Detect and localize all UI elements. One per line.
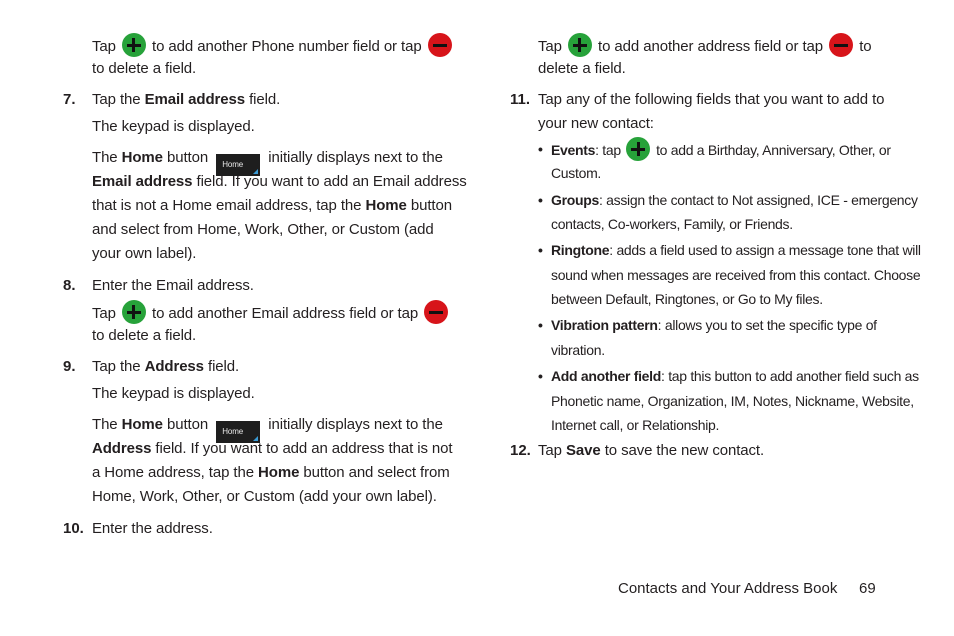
text: Tap [538,38,562,55]
bullet-line [551,188,918,213]
text: Address [144,358,204,375]
text: : adds a field used to assign a message tone that will [609,242,921,258]
bullet-line [551,238,921,263]
text: button [167,149,209,166]
text: : assign the contact to Not assigned, ICE - emergency [598,192,918,208]
step-line [92,355,239,379]
text: Add another field [551,368,662,384]
text: Save [565,442,601,459]
bullet-marker: • [538,141,543,157]
text: initially displays next to the [268,149,443,166]
intro-line [538,33,872,59]
text: a Home address, tap the [92,464,254,481]
step-number: 10. [63,520,84,537]
step-line: The keypad is displayed. [92,118,255,135]
remove-field-icon [424,300,448,324]
text: Tap [92,305,116,322]
bullet-line: Phonetic name, Organization, IM, Notes, Nickname, Website, [551,393,914,409]
page-number: 69 [859,580,876,597]
bullet-line [551,137,891,163]
bullet-line [551,364,919,389]
text: to add another Email address field or tap [152,305,419,322]
intro-line: delete a field. [538,60,626,77]
text: : tap this button to add another field such as [661,368,919,384]
step-line [92,194,452,218]
text: : allows you to set the specific type of [657,317,877,333]
bullet-marker: • [538,192,543,208]
text: field. If you want to add an Email address [196,173,467,190]
intro-line: to delete a field. [92,60,197,77]
add-field-icon [122,33,146,57]
text: button [167,416,209,433]
step-number: 8. [63,277,76,294]
bullet-line [551,313,877,338]
intro-line [92,33,454,59]
text: to save the new contact. [604,442,765,459]
step-number: 7. [63,91,76,108]
text: button and select from [303,464,450,481]
add-field-icon [626,137,650,161]
bullet-line: Internet call, or Relationship. [551,417,720,433]
step-line [92,300,450,326]
bullet-marker: • [538,368,543,384]
text: that is not a Home email address, tap the [92,197,362,214]
step-line: your own label). [92,245,197,262]
text: field. If you want to add an address that is not [155,440,453,457]
bullet-line: between Default, Ringtones, or Go to My files. [551,291,823,307]
text: Email address [144,91,246,108]
text: initially displays next to the [268,416,443,433]
step-line: Enter the Email address. [92,277,254,294]
text: to add a Birthday, Anniversary, Other, or [656,142,891,158]
text: Groups [551,192,599,208]
text: Tap [538,442,562,459]
step-number: 11. [510,91,531,108]
bullet-marker: • [538,242,543,258]
add-field-icon [568,33,592,57]
step-line: Home, Work, Other, or Custom (add your own label). [92,488,437,505]
bullet-line: contacts, Co-workers, Family, or Friends. [551,216,793,232]
text: to add another address field or tap [598,38,824,55]
step-number: 9. [63,358,76,375]
step-line: to delete a field. [92,327,197,344]
remove-field-icon [428,33,452,57]
step-line [92,437,452,461]
bullet-line: Custom. [551,165,602,181]
bullet-marker: • [538,317,543,333]
text: Vibration pattern [551,317,658,333]
add-field-icon [122,300,146,324]
text: Tap [92,38,116,55]
home-button-image: Home [216,421,260,443]
bullet-line: sound when messages are received from this contact. Choose [551,267,921,283]
remove-field-icon [829,33,853,57]
text: : tap [595,142,621,158]
text: Ringtone [551,242,610,258]
text: field. [249,91,281,108]
home-button-image: Home [216,154,260,176]
step-line [538,439,764,463]
step-line: your new contact: [538,115,654,132]
step-line: The keypad is displayed. [92,385,255,402]
text: Email address [92,173,193,190]
footer-section-title: Contacts and Your Address Book [618,580,838,597]
text: to [859,38,872,55]
text: Home [258,464,300,481]
text: Home [121,149,163,166]
text: Address [92,440,152,457]
step-line [92,461,450,485]
text: Home [121,416,163,433]
bullet-line: vibration. [551,342,605,358]
text: button [410,197,452,214]
step-line: Enter the address. [92,520,213,537]
text: Home [365,197,407,214]
text: field. [208,358,240,375]
step-line [92,170,467,194]
step-line: and select from Home, Work, Other, or Custom (add [92,221,434,238]
text: to add another Phone number field or tap [152,38,422,55]
text: Tap the [92,358,141,375]
step-line: Tap any of the following fields that you want to add to [538,91,885,108]
text: Tap the [92,91,141,108]
step-number: 12. [510,442,531,459]
step-line [92,88,280,112]
text: Events [551,142,596,158]
text: The [92,416,118,433]
text: The [92,149,118,166]
